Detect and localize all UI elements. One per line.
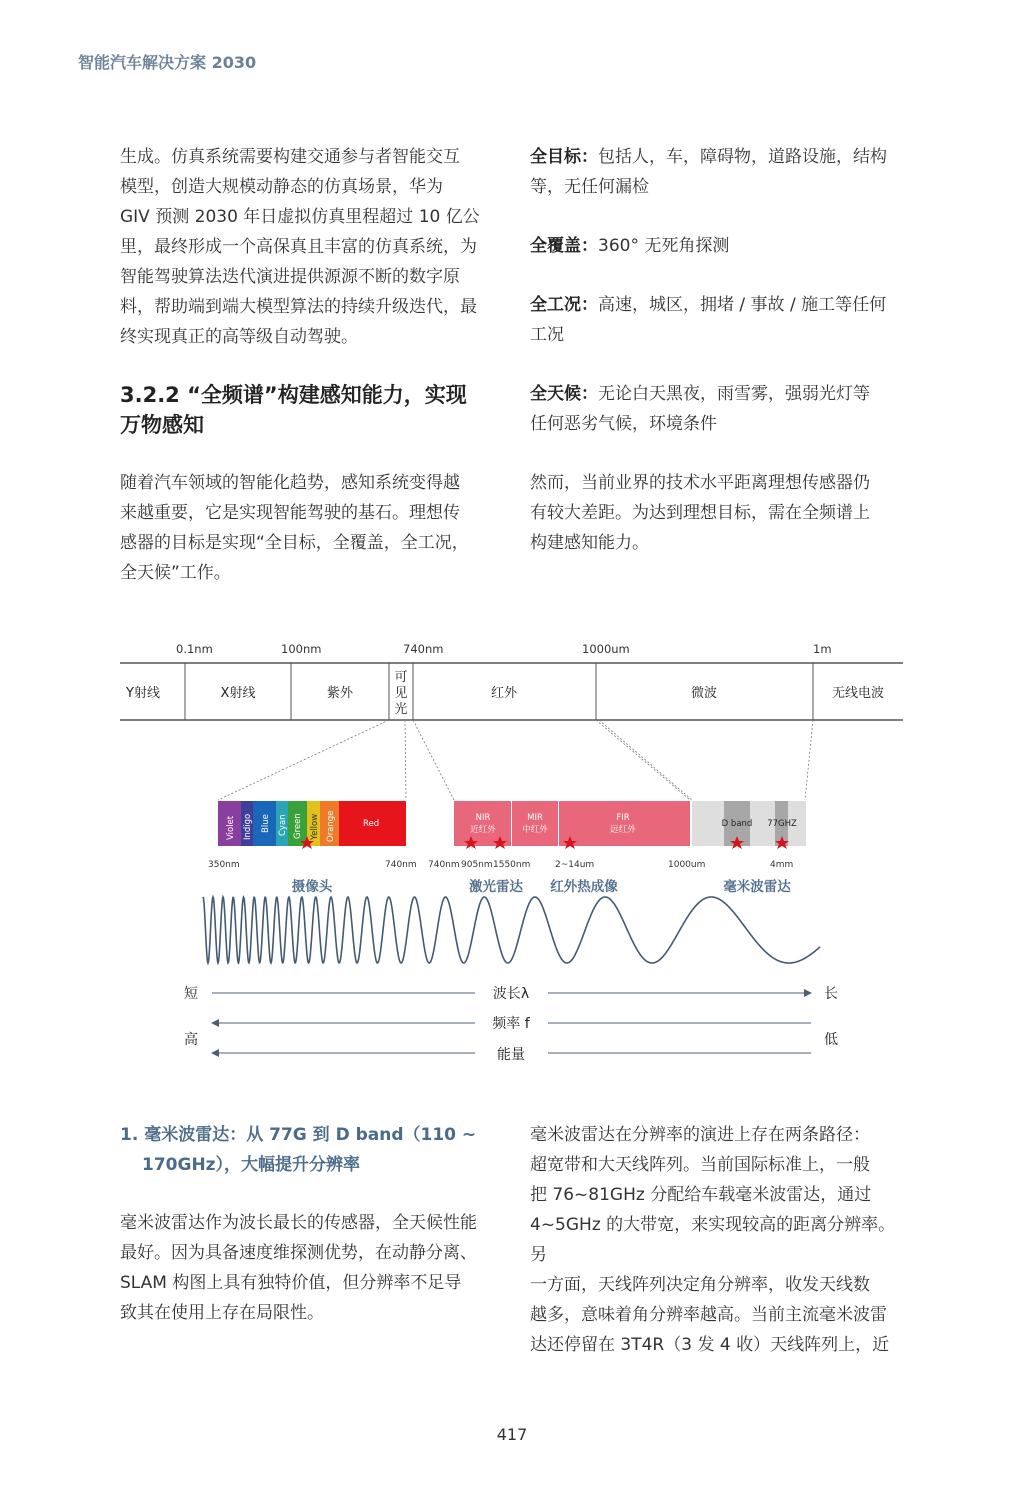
sub-tick: 740nm <box>385 860 417 870</box>
text-line: GIV 预测 2030 年日虚拟仿真里程超过 10 亿公 <box>120 207 480 227</box>
scale-tick: 1000um <box>582 642 630 656</box>
ir-strip <box>559 801 690 846</box>
band-microwave: 微波 <box>690 686 718 701</box>
text-line: 越多，意味着角分辨率越高。当前主流毫米波雷 <box>530 1305 887 1325</box>
text-line: 感器的目标是实现“全目标，全覆盖，全工况， <box>120 533 469 553</box>
sensor-camera: 摄像头 <box>291 879 333 895</box>
goal-text: 高速，城区，拥堵 / 事故 / 施工等任何 <box>598 295 887 315</box>
section-heading-line: 万物感知 <box>120 413 204 437</box>
sub-tick: 4mm <box>770 860 794 870</box>
ir-label-zh: 近红外 <box>470 825 496 835</box>
band-visible-char: 光 <box>394 702 408 717</box>
goal-text: 360° 无死角探测 <box>598 236 730 256</box>
band-strip-label: Cyan <box>278 814 288 836</box>
zoom-line <box>596 720 690 800</box>
zoom-line <box>405 720 406 800</box>
text-line: 最好。因为具备速度维探测优势，在动静分离、 <box>120 1243 477 1263</box>
sub-tick: 1000um <box>668 860 706 870</box>
goal-text: 包括人，车，障碍物，道路设施，结构 <box>598 147 887 167</box>
ir-strip <box>512 801 558 846</box>
band-uv: 紫外 <box>326 686 354 701</box>
sensor-thermal: 红外热成像 <box>550 879 618 895</box>
text-line: SLAM 构图上具有独特价值，但分辨率不足导 <box>120 1273 462 1293</box>
mmwave-resolution-paragraph <box>530 1120 904 1360</box>
band-visible-char: 见 <box>394 686 408 701</box>
text-line: 里，最终形成一个高保真且丰富的仿真系统，为 <box>120 237 477 257</box>
gap-paragraph <box>530 468 904 558</box>
spectrum-diagram <box>0 630 1024 1070</box>
text-line: 把 76~81GHz 分配给车载毫米波雷达，通过 <box>530 1185 872 1205</box>
text-line: 料，帮助端到端大模型算法的持续升级迭代，最 <box>120 297 477 317</box>
infrared-spectrum <box>454 801 690 846</box>
arrow-label-frequency: 频率 f <box>492 1016 530 1032</box>
text-line: 终实现真正的高等级自动驾驶。 <box>120 327 358 347</box>
ir-label-en: NIR <box>475 813 491 823</box>
scale-tick: 0.1nm <box>176 642 213 656</box>
subsection-heading <box>120 1120 500 1180</box>
mw-label: 77GHZ <box>767 819 797 829</box>
sub-tick: 350nm <box>208 860 240 870</box>
goal-key: 全目标： <box>530 147 598 167</box>
band-strip-label: Orange <box>326 810 336 842</box>
band-infrared: 红外 <box>490 686 518 701</box>
band-radio: 无线电波 <box>831 686 885 701</box>
text-line: 智能驾驶算法迭代演进提供源源不断的数字原 <box>120 267 460 287</box>
scale-tick: 100nm <box>281 642 322 656</box>
text-line: 4~5GHz 的大带宽，来实现较高的距离分辨率。另 <box>530 1215 896 1265</box>
text-line: 达还停留在 3T4R（3 发 4 收）天线阵列上，近 <box>530 1335 890 1355</box>
zoom-line <box>599 720 692 800</box>
section-heading-line: 3.2.2 “全频谱”构建感知能力，实现 <box>120 383 467 407</box>
mmwave-paragraph <box>120 1208 496 1328</box>
ir-strip <box>454 801 511 846</box>
ir-label-zh: 中红外 <box>522 825 548 835</box>
page-number: 417 <box>496 1425 528 1444</box>
goal-full-target <box>530 142 904 202</box>
text-line: 全天候”工作。 <box>120 563 231 583</box>
text-line: 然而，当前业界的技术水平距离理想传感器仍 <box>530 473 870 493</box>
band-strip-label: Indigo <box>243 813 253 840</box>
text-line: 构建感知能力。 <box>530 533 649 553</box>
wave-illustration <box>203 897 820 963</box>
sub-tick: 1550nm <box>493 860 531 870</box>
subsection-heading-line: 170GHz），大幅提升分辨率 <box>142 1155 361 1175</box>
goal-text: 无论白天黑夜，雨雪雾，强弱光灯等 <box>598 384 870 404</box>
arrow-label-wavelength: 波长λ <box>492 986 530 1002</box>
goal-key: 全天候： <box>530 384 598 404</box>
text-line: 超宽带和大天线阵列。当前国际标准上，一般 <box>530 1155 870 1175</box>
ir-label-zh: 远红外 <box>610 825 636 835</box>
mw-label: D band <box>721 819 753 829</box>
zoom-line <box>413 720 454 800</box>
band-xray: X射线 <box>220 686 256 701</box>
text-line: 随着汽车领域的智能化趋势，感知系统变得越 <box>120 473 460 493</box>
band-strip-label: Blue <box>261 814 271 833</box>
goal-text: 任何恶劣气候，环境条件 <box>530 414 717 434</box>
text-line: 毫米波雷达在分辨率的演进上存在两条路径： <box>530 1125 870 1145</box>
band-visible-char: 可 <box>394 670 408 685</box>
sensor-mmwave: 毫米波雷达 <box>723 879 791 895</box>
band-gamma: Y射线 <box>126 686 160 701</box>
text-line: 来越重要，它是实现智能驾驶的基石。理想传 <box>120 503 460 523</box>
goal-full-coverage <box>530 231 904 261</box>
text-line: 生成。仿真系统需要构建交通参与者智能交互 <box>120 147 460 167</box>
goal-key: 全工况： <box>530 295 598 315</box>
scale-tick: 740nm <box>403 642 444 656</box>
text-line: 一方面，天线阵列决定角分辨率，收发天线数 <box>530 1275 870 1295</box>
ir-label-en: FIR <box>616 813 630 823</box>
arrow-label-energy: 能量 <box>497 1047 525 1063</box>
band-strip-label: Violet <box>226 815 236 840</box>
sub-tick: 740nm <box>428 860 460 870</box>
goal-text: 工况 <box>530 325 564 345</box>
arrow-label-short: 短 <box>184 986 198 1002</box>
header-title: 智能汽车解决方案 2030 <box>78 53 257 72</box>
zoom-line <box>218 720 389 800</box>
scale-tick: 1m <box>813 642 832 656</box>
text-line: 有较大差距。为达到理想目标，需在全频谱上 <box>530 503 870 523</box>
arrow-label-low: 低 <box>824 1032 838 1048</box>
sub-tick: 905nm <box>461 860 493 870</box>
goal-full-condition <box>530 290 904 350</box>
section-paragraph <box>120 468 496 588</box>
goal-text: 等，无任何漏检 <box>530 177 649 197</box>
goal-full-weather <box>530 379 904 439</box>
text-line: 致其在使用上存在局限性。 <box>120 1303 324 1323</box>
intro-paragraph <box>120 142 496 352</box>
section-heading <box>120 380 500 440</box>
subsection-heading-line: 1. 毫米波雷达：从 77G 到 D band（110 ~ <box>120 1125 477 1145</box>
band-strip-label: Red <box>363 819 380 829</box>
band-strip-label: Yellow <box>310 813 320 840</box>
goal-key: 全覆盖： <box>530 236 598 256</box>
sub-tick: 2~14um <box>555 860 595 870</box>
arrow-label-long: 长 <box>824 986 838 1002</box>
sensor-lidar: 激光雷达 <box>469 879 523 895</box>
arrow-label-high: 高 <box>184 1032 198 1048</box>
text-line: 模型，创造大规模动静态的仿真场景，华为 <box>120 177 443 197</box>
ir-label-en: MIR <box>527 813 543 823</box>
text-line: 毫米波雷达作为波长最长的传感器，全天候性能 <box>120 1213 477 1233</box>
zoom-line <box>805 720 813 800</box>
band-strip-label: Green <box>293 813 303 839</box>
